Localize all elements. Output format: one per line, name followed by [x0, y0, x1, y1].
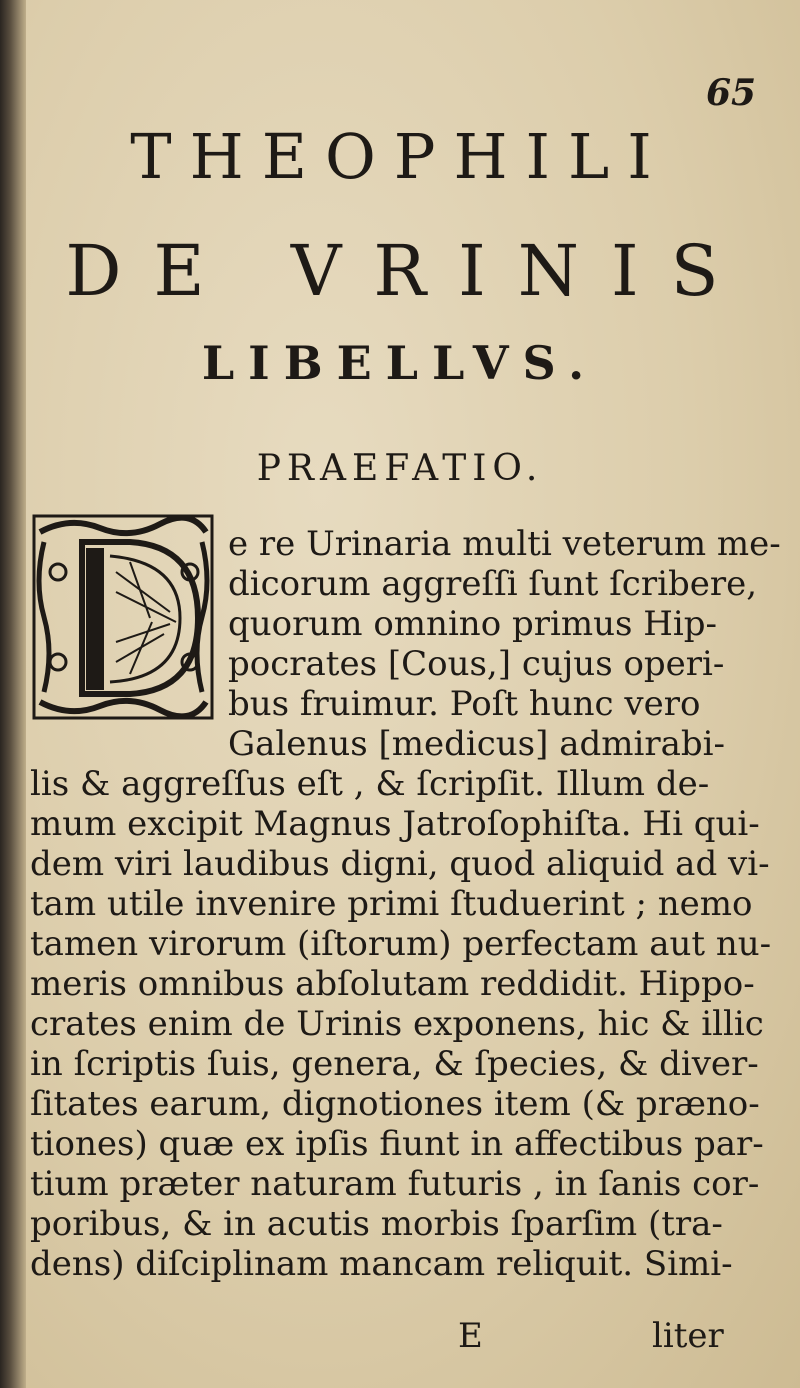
body-line-19: dens) diſciplinam mancam reliquit. Simi- [30, 1244, 733, 1284]
body-line-3: quorum omnino primus Hip- [228, 604, 718, 644]
body-line-10: tam utile invenire primi ſtuduerint ; nemo [30, 884, 753, 924]
body-line-14: in ſcriptis ſuis, genera, & ſpecies, & diver- [30, 1044, 759, 1084]
book-spine-shadow [0, 0, 26, 1388]
body-line-18: poribus, & in acutis morbis ſparſim (tra- [30, 1204, 723, 1244]
section-heading: PRAEFATIO. [256, 448, 544, 489]
signature-mark: E [458, 1316, 483, 1356]
body-line-8: mum excipit Magnus Jatroſophiſta. Hi qui- [30, 804, 760, 844]
body-line-1: e re Urinaria multi veterum me- [228, 524, 781, 564]
body-line-13: crates enim de Urinis exponens, hic & illic [30, 1004, 764, 1044]
body-line-17: tium præter naturam futuris , in ſanis cor- [30, 1164, 760, 1204]
body-line-6: Galenus [medicus] admirabi- [228, 724, 726, 764]
body-line-16: tiones) quæ ex ipſis fiunt in affectibus par- [30, 1124, 764, 1164]
body-line-7: lis & aggreſſus eſt , & ſcripſit. Illum de- [30, 764, 710, 804]
title-line-3: LIBELLVS. [201, 336, 599, 390]
body-line-5: bus fruimur. Poſt hunc vero [228, 684, 701, 724]
decorated-initial-d [30, 512, 216, 722]
body-line-4: pocrates [Cous,] cujus operi- [228, 644, 725, 684]
body-line-9: dem viri laudibus digni, quod aliquid ad vi- [30, 844, 770, 884]
catchword: liter [652, 1316, 724, 1356]
body-line-15: ſitates earum, dignotiones item (& præno- [30, 1084, 760, 1124]
title-line-1: THEOPHILI [130, 120, 670, 193]
title-line-2: DE VRINIS [65, 230, 751, 312]
body-line-11: tamen virorum (iſtorum) perfectam aut nu- [30, 924, 772, 964]
body-line-2: dicorum aggreſſi ſunt ſcribere, [228, 564, 758, 604]
body-line-12: meris omnibus abſolutam reddidit. Hippo- [30, 964, 755, 1004]
ornament-initial-icon [30, 512, 216, 722]
page-number: 65 [706, 72, 757, 114]
